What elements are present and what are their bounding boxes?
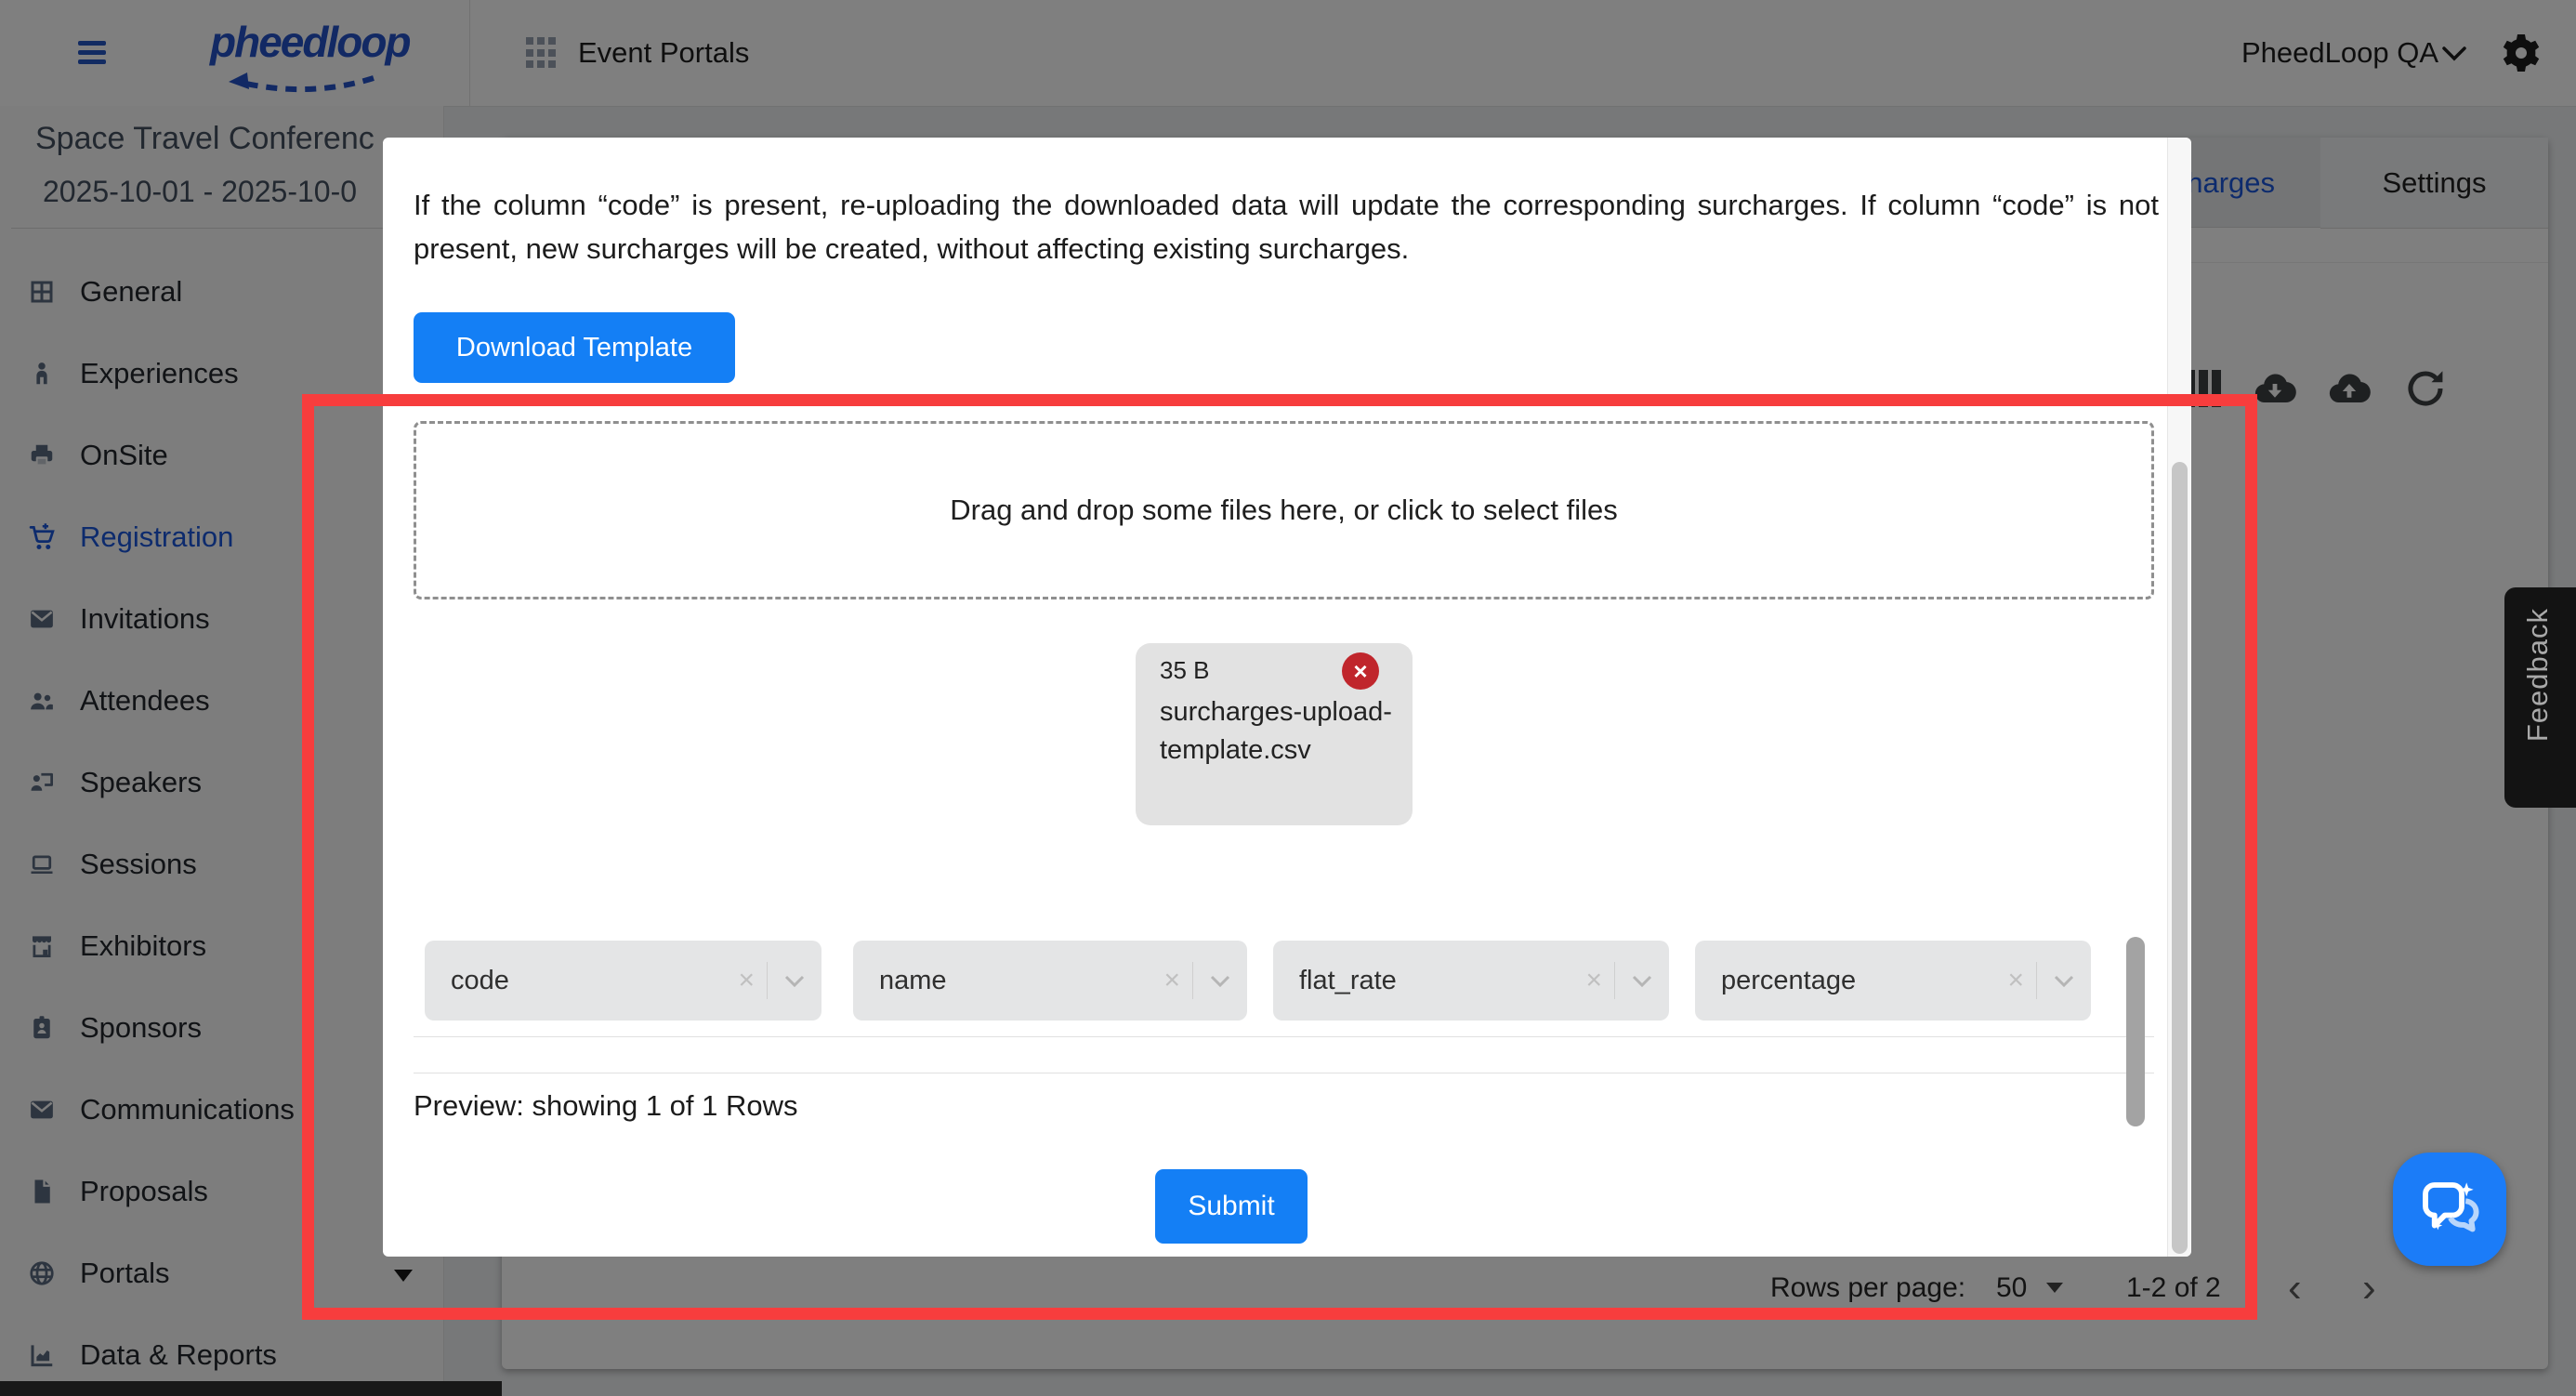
remove-file-button[interactable]: × [1342, 652, 1379, 690]
chat-bubbles-icon [2413, 1173, 2486, 1245]
clear-icon[interactable]: × [1585, 965, 1602, 995]
file-size: 35 B [1160, 656, 1210, 684]
chat-support-button[interactable] [2393, 1152, 2506, 1266]
chevron-down-icon[interactable] [784, 975, 805, 987]
clear-icon[interactable]: × [738, 965, 755, 995]
clear-icon[interactable]: × [1163, 965, 1180, 995]
chevron-down-icon[interactable] [1210, 975, 1230, 987]
preview-summary: Preview: showing 1 of 1 Rows [414, 1089, 798, 1122]
column-select-flat-rate[interactable]: flat_rate × [1273, 941, 1669, 1021]
uploaded-file-chip [1136, 643, 1413, 825]
modal-scrollbar-thumb[interactable] [2172, 462, 2188, 1254]
file-name: surcharges-upload-template.csv [1160, 697, 1392, 765]
column-select-code[interactable]: code × [425, 941, 821, 1021]
column-select-name[interactable]: name × [853, 941, 1247, 1021]
surcharge-upload-modal [383, 138, 2191, 1257]
preview-scrollbar-thumb[interactable] [2126, 937, 2145, 1126]
chevron-down-icon[interactable] [2054, 975, 2074, 987]
submit-button[interactable]: Submit [1155, 1169, 1308, 1244]
download-template-button[interactable]: Download Template [414, 312, 735, 383]
dropzone-label: Drag and drop some files here, or click to select files [950, 494, 1618, 526]
file-dropzone[interactable] [414, 421, 2154, 599]
modal-scrollbar-track[interactable] [2167, 138, 2191, 1257]
upload-instructions: If the column “code” is present, re-uploading the downloaded data will update the corresponding surcharges. If column “code” is not present, new surcharges will be created, without affecting existing surcharges. [414, 189, 2159, 265]
feedback-label: Feedback [2521, 608, 2554, 743]
preview-table-line [414, 1036, 2154, 1037]
clear-icon[interactable]: × [2007, 965, 2024, 995]
chevron-down-icon[interactable] [1632, 975, 1652, 987]
column-select-percentage[interactable]: percentage × [1695, 941, 2091, 1021]
feedback-tab[interactable] [2504, 587, 2576, 808]
